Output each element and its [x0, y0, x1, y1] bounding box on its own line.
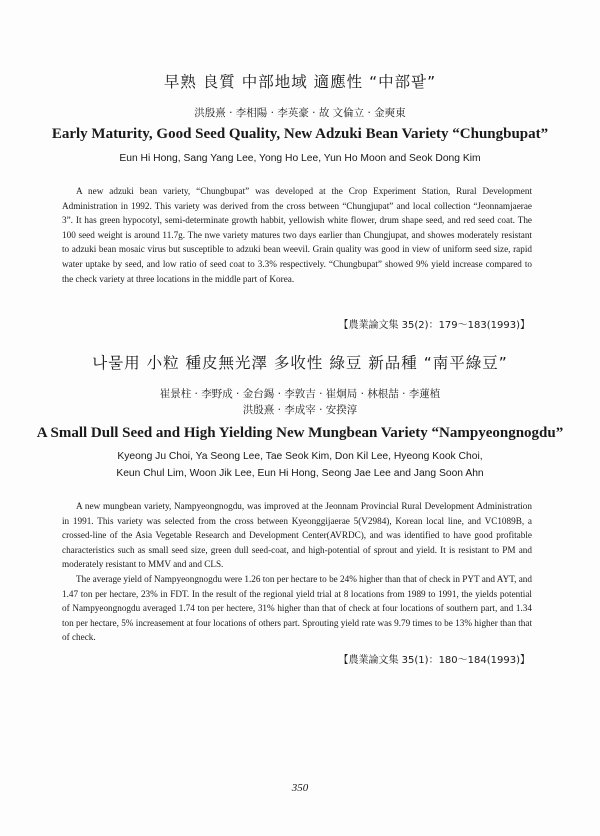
- article1-title-korean: 早熟 良質 中部地域 適應性 “中部팥”: [163, 73, 437, 91]
- article2-authors-korean-line1: 崔景柱 · 李野成 · 金台錫 · 李敦吉 · 崔炯局 · 林根喆 · 李蓮植: [159, 388, 441, 400]
- article2-authors-korean-line2: 洪殷熹 · 李成宰 · 安揆淳: [242, 404, 358, 416]
- article2-citation: 【農業論文集 35(1)：180～184(1993)】: [338, 655, 530, 666]
- article2-abstract: [62, 499, 532, 645]
- article1-abstract-paragraph: A new adzuki bean variety, “Chungbupat” was developed at the Crop Experiment Station, Rural Development Administration in 1992. This variety was derived from the cross between “Chungjupat” and local collection “Jeonnamjaerae 3”. It has green hypocotyl, semi-determinate growth habbit, yellowish white flower, drum shape seed, and red seed coat. The 100 seed weight is around 11.7g. The nwe variety matures two days earlier than Chungjupat, and showes moderately resistant to adzuki bean mosaic virus but susceptible to adzuki bean weevil. Grain quality was good in view of uniform seed size, rapid water uptake by seed, and low ratio of seed coat to 3.3% respectively. “Chungbupat” showed 9% yield increase compared to the check variety at three locations in the middle part of Korea.: [62, 186, 532, 284]
- article1-citation: 【農業論文集 35(2)：179～183(1993)】: [338, 320, 530, 331]
- article1-authors-english: Eun Hi Hong, Sang Yang Lee, Yong Ho Lee, Yun Ho Moon and Seok Dong Kim: [119, 153, 481, 164]
- article2-abstract-paragraph-1: A new mungbean variety, Nampyeongnogdu, was improved at the Jeonnam Provincial Rural Development Administration in 1991. This variety was selected from the cross between Kyeonggijaerae 5(V2984), Korean local line, and VC1089B, a crossed-line of the Asia Vegetable Research and Development Center(AVRDC), and was identified to have good profitable characteristics such as small seed size, green dull seed-coat, and high-potential of sprout and yield. It is resistant to PM and moderately resistant to MMV and and CLS.: [62, 501, 532, 570]
- article2-authors-english-line2: Keun Chul Lim, Woon Jik Lee, Eun Hi Hong, Seong Jae Lee and Jang Soon Ahn: [116, 468, 484, 479]
- article1-authors-korean: 洪殷熹 · 李相陽 · 李英豪 · 故 文倫立 · 金奭東: [194, 107, 406, 119]
- article2-abstract-paragraph-2: The average yield of Nampyeongnogdu were 1.26 ton per hectare to be 24% higher than that of check in PYT and AYT, and 1.47 ton per hectare, 23% in FDT. In the result of the regional yield trial at 8 locations from 1989 to 1991, the yields potential of Nampyeongnogdu averaged 1.74 ton per hectere, 31% higher than that of check at four locations of southern part, and 1.34 ton per hectare, 5% increasement at four locations of others part. Sprouting yield rate was 9.79 times to be 13% higher than that of check.: [62, 573, 532, 643]
- page-number: 350: [291, 782, 309, 794]
- article2-title-korean: 나물用 小粒 種皮無光澤 多收性 綠豆 新品種 “南平綠豆”: [92, 354, 508, 372]
- article2-authors-english-line1: Kyeong Ju Choi, Ya Seong Lee, Tae Seok Kim, Don Kil Lee, Hyeong Kook Choi,: [117, 451, 483, 462]
- article2-title-english: A Small Dull Seed and High Yielding New Mungbean Variety “Nampyeongnogdu”: [36, 425, 564, 441]
- article1-title-english: Early Maturity, Good Seed Quality, New Adzuki Bean Variety “Chungbupat”: [51, 126, 549, 142]
- article1-abstract: [62, 184, 532, 286]
